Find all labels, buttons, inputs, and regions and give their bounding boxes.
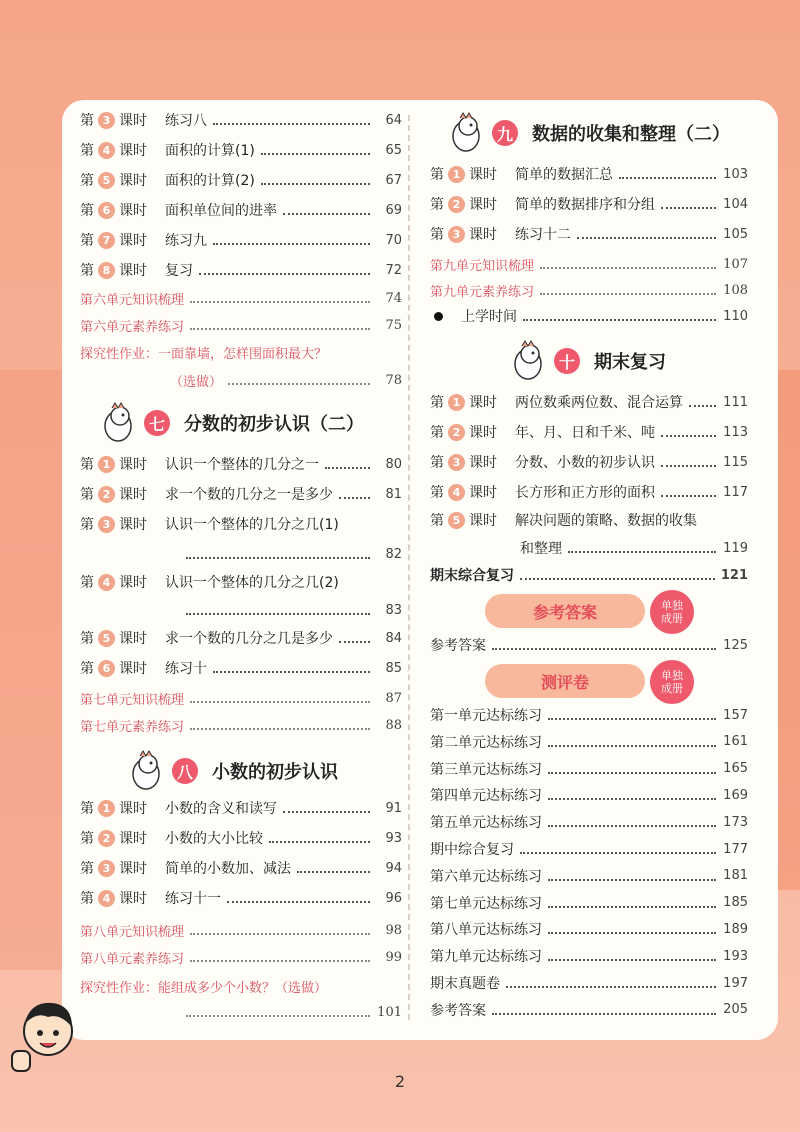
lesson-number-circle: 1 [98,456,115,473]
leader-dots [506,986,716,988]
toc-row-lesson[interactable] [80,856,402,880]
toc-row-lesson[interactable] [430,192,748,216]
lesson-title: 练习八 [165,113,207,129]
lesson-number-circle: 8 [98,262,115,279]
toc-row-lesson[interactable] [430,420,748,444]
toc-row-test[interactable] [430,998,748,1022]
test-title: 期末真题卷 [430,976,500,992]
page-number: 2 [394,1072,406,1091]
lesson-title: 长方形和正方形的面积 [515,485,655,501]
lesson-number-circle: 1 [448,166,465,183]
leader-dots [661,465,716,467]
lesson-title: 认识一个整体的几分之几(1) [165,517,339,533]
page-ref: 81 [385,486,402,502]
test-section-pill: 测评卷 [485,664,645,698]
page-ref: 157 [723,707,748,723]
lesson-title: 练习十 [165,661,207,677]
leader-dots [548,798,716,800]
lesson-number-circle: 2 [448,196,465,213]
lesson-title: 简单的小数加、减法 [165,861,291,877]
toc-row-lesson[interactable] [80,570,402,594]
explore-homework-2[interactable]: 探究性作业：能组成多少个小数？（选做） [80,980,328,996]
page-ref: 193 [723,948,748,964]
leader-dots [213,123,370,125]
page-ref: 205 [723,1002,748,1018]
unit-badge: 七 [144,410,170,436]
leader-dots [227,901,370,903]
lesson-title: 求一个数的几分之一是多少 [165,487,333,503]
page-ref: 169 [723,787,748,803]
lesson-title: 年、月、日和千米、吨 [515,425,655,441]
toc-row-lesson[interactable] [430,450,748,474]
toc-row-extra[interactable]: 第七单元素养练习 88 [80,717,402,735]
lesson-number: 第 1 课时 [80,801,147,817]
toc-row-lesson[interactable] [80,228,402,252]
unit-title: 小数的初步认识 [212,762,338,783]
page-ref: 83 [385,602,402,618]
lesson-number-circle: 4 [98,574,115,591]
lesson-number-circle: 3 [448,454,465,471]
lesson-title: 复习 [165,263,193,279]
lesson-number-circle: 4 [98,890,115,907]
toc-row-test[interactable] [430,757,748,781]
leader-dots [199,273,370,275]
lesson-number-circle: 3 [98,112,115,129]
page-ref: 84 [385,630,402,646]
lesson-title: 简单的数据排序和分组 [515,197,655,213]
page-ref: 197 [723,975,748,991]
lesson-number-circle: 1 [98,800,115,817]
toc-row-lesson[interactable] [430,162,748,186]
leader-dots [548,906,716,908]
lesson-number: 第 3 课时 [80,113,147,129]
leader-dots [283,811,370,813]
test-title: 第七单元达标练习 [430,895,542,912]
toc-row-lesson[interactable] [430,480,748,504]
lesson-title: 分数、小数的初步认识 [515,455,655,471]
lesson-title: 简单的数据汇总 [515,167,613,183]
toc-row-lesson[interactable] [80,626,402,650]
page-ref: 111 [723,394,748,410]
lesson-title: 认识一个整体的几分之一 [165,457,319,473]
toc-row-school-time[interactable]: 上学时间 110 [434,304,748,328]
left-color-band [0,370,62,970]
lesson-number-circle: 2 [98,830,115,847]
page-ref: 69 [385,202,402,218]
toc-row-answers[interactable]: 参考答案 125 [430,637,748,654]
toc-row-lesson[interactable] [80,138,402,162]
page-ref: 85 [385,660,402,676]
toc-row-lesson[interactable] [80,796,402,820]
lesson-number-circle: 4 [448,484,465,501]
leader-dots [297,871,370,873]
toc-row-lesson[interactable] [430,508,748,532]
toc-row-extra[interactable]: 第八单元素养练习 99 [80,949,402,967]
leader-dots [661,495,716,497]
test-title: 第五单元达标练习 [430,815,542,832]
test-title: 参考答案 [430,1002,486,1019]
leader-dots [661,435,716,437]
leader-dots [689,405,716,407]
toc-row-test[interactable] [430,837,748,861]
toc-row-lesson[interactable] [80,258,402,282]
toc-row-test[interactable] [430,917,748,941]
lesson-number: 第 3 课时 [80,861,147,877]
lesson-number: 第 5 课时 [80,631,147,647]
toc-row-test[interactable] [430,971,748,995]
lesson-number: 第 2 课时 [430,197,497,213]
page-ref: 185 [723,895,748,911]
lesson-number: 第 4 课时 [430,485,497,501]
dinosaur-mascot-icon [126,748,170,794]
lesson-number-circle: 6 [98,202,115,219]
leader-dots [548,932,716,934]
page-ref: 72 [385,262,402,278]
test-title: 第四单元达标练习 [430,788,542,805]
toc-row-test[interactable] [430,810,748,834]
page-ref: 93 [385,830,402,846]
page-ref: 113 [723,424,748,440]
toc-row-extra[interactable]: 第九单元知识梳理 107 [430,256,748,274]
lesson-title: 认识一个整体的几分之几(2) [165,575,339,591]
leader-dots [548,879,716,881]
leader-dots [261,153,370,155]
leader-dots [548,745,716,747]
leader-dots [339,497,370,499]
lesson-title: 解决问题的策略、数据的收集 [515,513,697,529]
page-ref: 67 [385,172,402,188]
toc-row-cont[interactable]: 和整理 119 [520,540,748,557]
lesson-number: 第 4 课时 [80,575,147,591]
toc-row-extra[interactable]: 第六单元素养练习 75 [80,317,402,335]
dinosaur-mascot-icon [508,338,552,384]
page-ref: 82 [385,546,402,562]
explore-homework-1[interactable]: 探究性作业：一面靠墙，怎样围面积最大？ [80,346,328,362]
lesson-number: 第 1 课时 [430,395,497,411]
page-ref: 65 [385,142,402,158]
lesson-number-circle: 3 [98,860,115,877]
leader-dots [661,207,716,209]
toc-row-lesson[interactable] [80,168,402,192]
toc-row-test[interactable] [430,730,748,754]
toc-row-lesson[interactable] [80,108,402,132]
lesson-number-circle: 4 [98,142,115,159]
leader-dots [492,1013,716,1015]
toc-row-extra[interactable]: 第八单元知识梳理 98 [80,922,402,940]
lesson-number: 第 6 课时 [80,203,147,219]
toc-row-extra[interactable]: 第七单元知识梳理 87 [80,690,402,708]
page-ref: 104 [723,196,748,212]
lesson-number: 第 2 课时 [430,425,497,441]
leader-dots [186,613,370,615]
leader-dots [186,557,370,559]
column-divider [408,115,410,1020]
lesson-title: 面积单位间的进率 [165,203,277,219]
test-title: 第九单元达标练习 [430,949,542,966]
toc-row-lesson[interactable] [430,222,748,246]
leader-dots [577,237,716,239]
unit-8-header [126,748,338,794]
separate-booklet-tag: 单独 成册 [650,660,694,704]
page-ref: 91 [385,800,402,816]
leader-dots [619,177,716,179]
leader-dots [283,213,370,215]
page-ref: 80 [385,456,402,472]
toc-row-test[interactable] [430,944,748,968]
dinosaur-mascot-icon [446,110,490,156]
test-title: 期中综合复习 [430,842,514,858]
lesson-number-circle: 5 [448,512,465,529]
answers-section-pill: 参考答案 [485,594,645,628]
lesson-title: 面积的计算(1) [165,143,255,159]
unit-10-header [508,338,666,384]
lesson-number: 第 3 课时 [430,455,497,471]
page-ref: 64 [385,112,402,128]
lesson-number: 第 8 课时 [80,263,147,279]
lesson-title: 练习九 [165,233,207,249]
toc-row-lesson[interactable] [430,390,748,414]
test-title: 第三单元达标练习 [430,761,542,778]
lesson-number-circle: 2 [98,486,115,503]
test-title: 第八单元达标练习 [430,922,542,939]
page-ref: 117 [723,484,748,500]
separate-booklet-tag: 单独 成册 [650,590,694,634]
lesson-number-circle: 5 [98,630,115,647]
lesson-number: 第 3 课时 [80,517,147,533]
lesson-number-circle: 7 [98,232,115,249]
explore-homework-1-cont[interactable]: （选做） 78 [170,372,402,390]
leader-dots [548,772,716,774]
toc-row-final-review[interactable]: 期末综合复习 121 [430,567,748,584]
toc-row-test[interactable] [430,783,748,807]
leader-dots [548,825,716,827]
page-ref: 161 [723,734,748,750]
toc-row-lesson[interactable] [80,826,402,850]
test-title: 第一单元达标练习 [430,708,542,724]
unit-title: 分数的初步认识（二） [184,414,364,435]
lesson-number-circle: 3 [448,226,465,243]
lesson-number: 第 4 课时 [80,891,147,907]
unit-badge: 九 [492,120,518,146]
page-ref: 177 [723,841,748,857]
toc-row-cont[interactable] [180,598,402,622]
lesson-number: 第 5 课时 [80,173,147,189]
lesson-number: 第 1 课时 [430,167,497,183]
lesson-number: 第 5 课时 [430,513,497,529]
leader-dots [548,718,716,720]
page-ref: 94 [385,860,402,876]
lesson-number: 第 2 课时 [80,487,147,503]
lesson-title: 练习十二 [515,227,571,243]
toc-row-extra[interactable]: 第六单元知识梳理 74 [80,290,402,308]
unit-title: 数据的收集和整理（二） [532,124,730,145]
unit-badge: 八 [172,758,198,784]
page-ref: 165 [723,761,748,777]
toc-row-lesson[interactable] [80,886,402,910]
test-title: 第六单元达标练习 [430,868,542,885]
page-ref: 103 [723,166,748,182]
toc-row-extra[interactable]: 第九单元素养练习 108 [430,282,748,300]
page-ref: 105 [723,226,748,242]
lesson-number-circle: 3 [98,516,115,533]
lesson-number: 第 1 课时 [80,457,147,473]
test-title: 第二单元达标练习 [430,734,542,751]
toc-row-test[interactable] [430,891,748,915]
lesson-number: 第 7 课时 [80,233,147,249]
page-ref: 189 [723,921,748,937]
lesson-number: 第 6 课时 [80,661,147,677]
leader-dots [548,959,716,961]
toc-row-cont[interactable] [180,542,402,566]
lesson-number-circle: 6 [98,660,115,677]
lesson-number-circle: 5 [98,172,115,189]
leader-dots [520,852,716,854]
leader-dots [213,243,370,245]
lesson-title: 练习十一 [165,891,221,907]
page-ref: 181 [723,868,748,884]
leader-dots [339,641,370,643]
lesson-number: 第 4 课时 [80,143,147,159]
leader-dots [261,183,370,185]
lesson-title: 两位数乘两位数、混合运算 [515,395,683,411]
bullet-icon [434,312,443,321]
lesson-number: 第 3 课时 [430,227,497,243]
lesson-title: 面积的计算(2) [165,173,255,189]
toc-row-test[interactable] [430,864,748,888]
unit-badge: 十 [554,348,580,374]
lesson-number-circle: 1 [448,394,465,411]
lesson-title: 小数的含义和读写 [165,801,277,817]
page-ref: 70 [385,232,402,248]
toc-row-lesson[interactable] [80,482,402,506]
page-ref: 173 [723,814,748,830]
leader-dots [269,841,370,843]
toc-row-lesson[interactable] [80,198,402,222]
unit-9-header [446,110,730,156]
dinosaur-mascot-icon [98,400,142,446]
lesson-number-circle: 2 [448,424,465,441]
unit-title: 期末复习 [594,352,666,373]
lesson-number: 第 2 课时 [80,831,147,847]
toc-row-lesson[interactable] [80,512,402,536]
boy-thumbs-up-icon [10,995,80,1075]
lesson-title: 求一个数的几分之几是多少 [165,631,333,647]
page-ref: 96 [385,890,402,906]
toc-row-test[interactable] [430,703,748,727]
unit-7-header [98,400,364,446]
toc-row-lesson[interactable] [80,452,402,476]
toc-row-lesson[interactable] [80,656,402,680]
explore-homework-2-cont[interactable]: 101 [180,1000,402,1024]
page-ref: 115 [723,454,748,470]
lesson-title: 小数的大小比较 [165,831,263,847]
leader-dots [325,467,370,469]
leader-dots [213,671,370,673]
